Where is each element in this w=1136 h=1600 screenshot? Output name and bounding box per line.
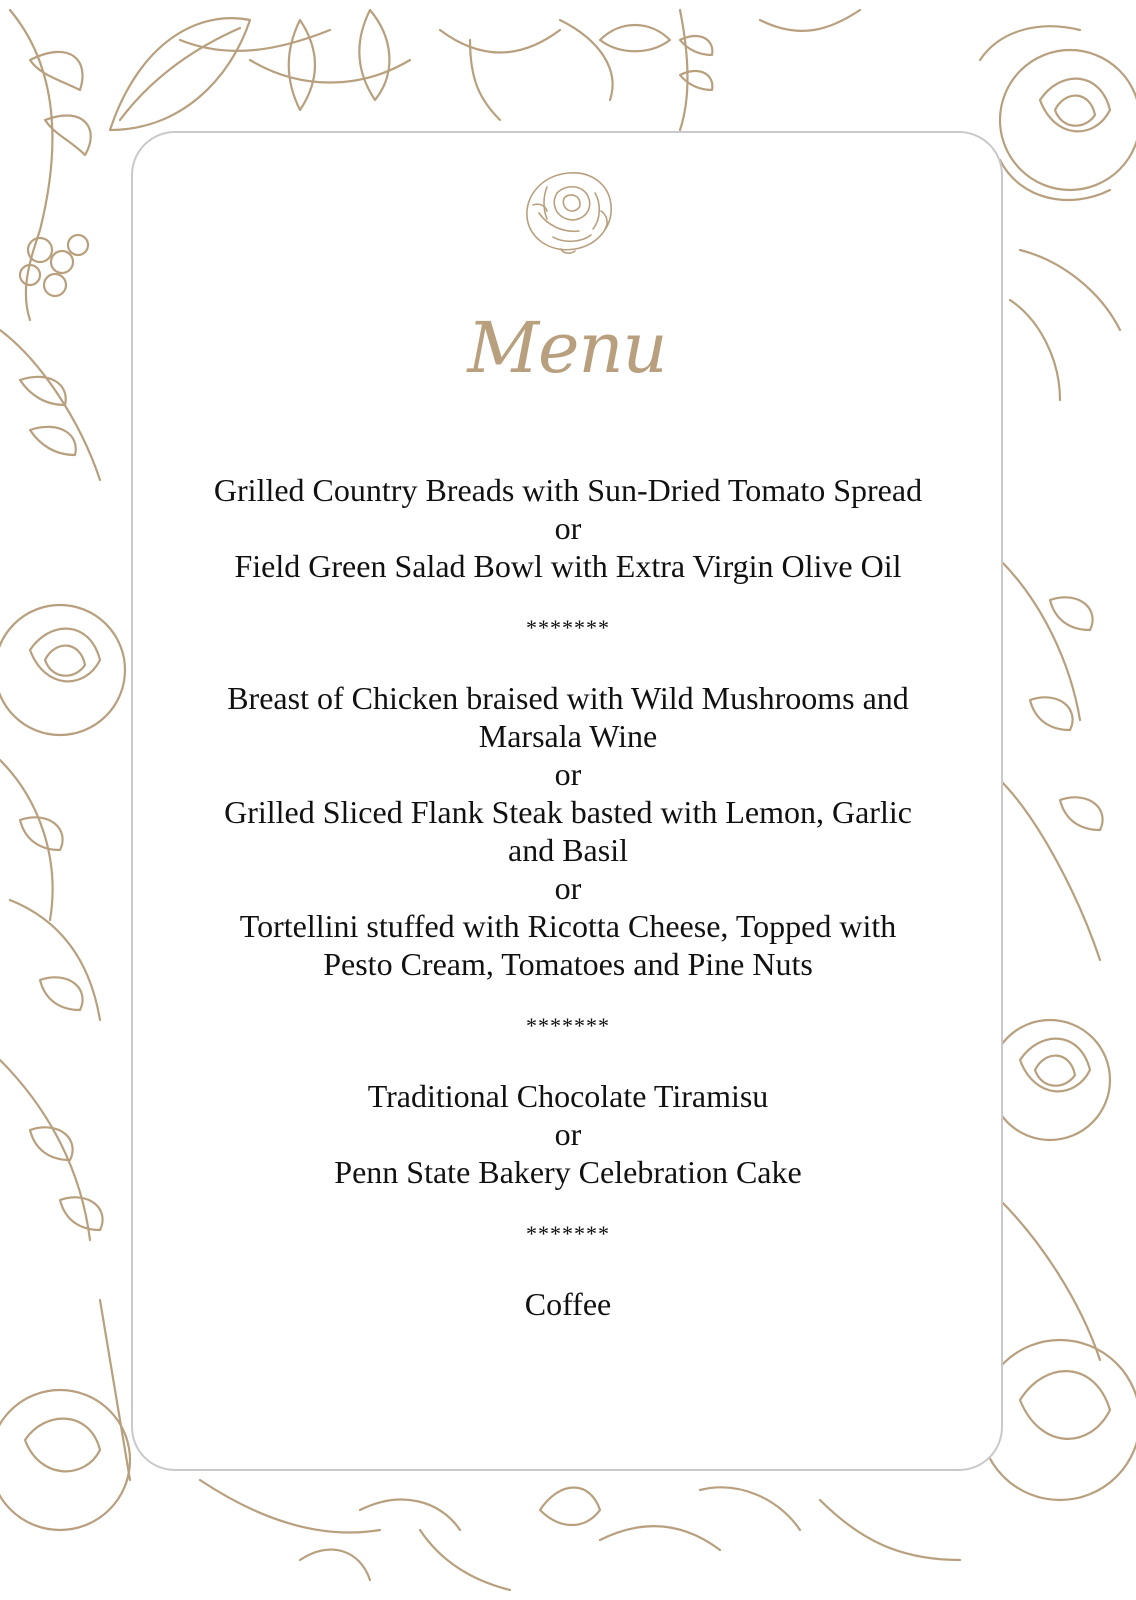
menu-body — [173, 471, 963, 1323]
menu-item: Coffee — [524, 1286, 612, 1322]
menu-item: Grilled Country Breads with Sun-Dried Tomato Spread — [213, 472, 923, 508]
menu-item: Field Green Salad Bowl with Extra Virgin Olive Oil — [234, 548, 902, 584]
course-starter — [173, 471, 963, 585]
separator: ******* — [526, 1221, 610, 1246]
menu-card — [131, 131, 1003, 1471]
menu-item: and Basil — [508, 832, 628, 868]
menu-item: Tortellini stuffed with Ricotta Cheese, Topped with — [239, 908, 897, 944]
menu-item: Breast of Chicken braised with Wild Mushrooms and — [227, 680, 909, 716]
menu-item: Penn State Bakery Celebration Cake — [334, 1154, 802, 1190]
menu-item: Marsala Wine — [478, 718, 658, 754]
menu-title: Menu — [467, 307, 667, 389]
course-beverage — [173, 1285, 963, 1323]
or-text: or — [554, 756, 582, 792]
menu-item: Pesto Cream, Tomatoes and Pine Nuts — [323, 946, 813, 982]
menu-item: Grilled Sliced Flank Steak basted with Lemon, Garlic — [224, 794, 912, 830]
or-text: or — [554, 510, 582, 546]
separator: ******* — [526, 615, 610, 640]
or-text: or — [554, 870, 582, 906]
rose-ornament-icon — [517, 163, 621, 259]
course-main — [173, 679, 963, 983]
menu-item: Traditional Chocolate Tiramisu — [367, 1078, 769, 1114]
course-dessert — [173, 1077, 963, 1191]
or-text: or — [554, 1116, 582, 1152]
separator: ******* — [526, 1013, 610, 1038]
